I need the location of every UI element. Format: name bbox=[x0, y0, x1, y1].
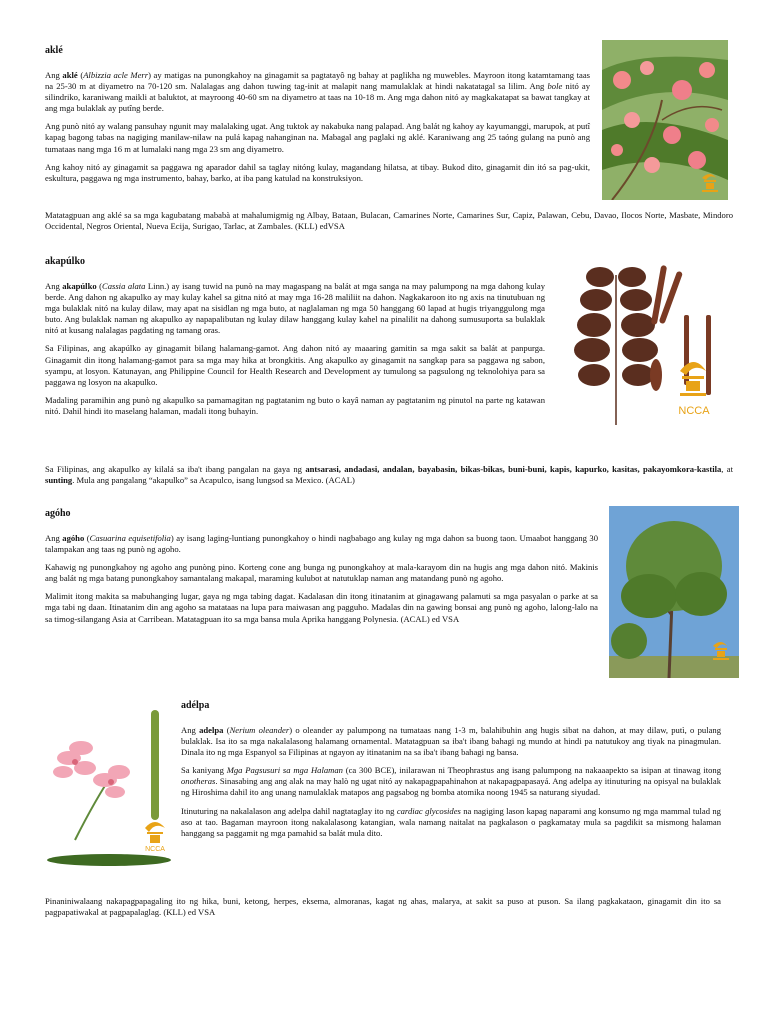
entry-paragraph: Sa kaniyang Mga Pagsusuri sa mga Halaman (ca 300 BCE), inilarawan ni Theophrastus ang isang palumpong na nakaaapekto sa isipan at tinawag itong onotheras. Sinasabing ang ang alak na may halò ng ugat nitó ay nakapagpapahinahon at nakapagpapasayá. Ang adelpa ay itinuturing na opisyal na bulaklak ng Hiroshima dahil ito ang unang namulaklak matapos ang pagsabog ng bomba atomika noong 1945 sa naturang siyudad. bbox=[181, 765, 721, 798]
entry-paragraph: Sa Filipinas, ang akapúlko ay ginagamit bilang halamang-gamot. Ang dahon nitó ay maaaring gamitin sa mga sakit sa balát at panpurga. Ginagamit din itong halamang-gamot para sa mga may hika at brongkitis. Ang akapulko ay ginagamit na sangkap para sa paggawa ng sabon, syampu, at losyon. Katunayan, ang Philippine Council for Health Research and Development ay tumulong sa pagsulong ng teknolohiya para sa paggawa ng losyon na akapulko. bbox=[45, 343, 545, 387]
entry-agoho bbox=[45, 508, 598, 632]
ncca-logo-label: NCCA bbox=[678, 405, 710, 417]
entry-paragraph: Malimit itong makita sa mabuhanging lugar, gaya ng mga tabing dagat. Kadalasan din itong itinatanim at ginagawang palamuti sa mga pasyalan o parke at sa mga tabi ng daan. Itinatanim din ang agoho sa matataas na lupa para maiwasan ang pagguho. Madalas din na gawing bonsai ang punò ng agoho, lalong-lalo na sa timog-silangang Asia at Carribean. Matatagpuan ito sa mga bansa mula Aprika hanggang Polynesia. (ACAL) ed VSA bbox=[45, 591, 598, 624]
entry-paragraph: Ang agóho (Casuarina equisetifolia) ay isang laging-luntiang punongkahoy o hindi nagbabago ang kulay ng mga dahon sa buong taon. Umaabot hanggang 30 talampakan ang taas ng punò ng agoho. bbox=[45, 533, 598, 555]
entry-paragraph: Ang kahoy nitó ay ginagamit sa paggawa ng aparador dahil sa taglay nitóng kulay, magandang hilatsa, at tibay. Bukod dito, ginagamit din itó sa pag-ukit, eskultura, paggawa ng mga instrumento, bahay, barko, at iba pang katulad na konstruksiyon. bbox=[45, 161, 590, 183]
adelpa-photo bbox=[45, 710, 173, 875]
entry-title: aklé bbox=[45, 45, 63, 56]
entry-akle-locations bbox=[45, 210, 733, 239]
entry-paragraph: Ang aklé (Albizzia acle Merr) ay matigas na punongkahoy na ginagamit sa pagtatayô ng bahay at paglikha ng muwebles. Mayroon itong katamtamang taas na 25-30 m at diyametro na 70-120 sm. Nalalagas ang dahon tuwing tag-init at malapit nang mamulaklak at hindi nakatatagal sa lilim. Ang bole nitó ay silindriko, karaniwang maikli at baluktot, at mayroong 40-60 sm na diyametro at taas na 10-18 m. Ang mga dahon nitó ay magkakatapat sa bawat tangkay at ang mga bulaklak ay putîng berde. bbox=[45, 70, 591, 114]
ncca-logo-label: NCCA bbox=[145, 846, 165, 853]
entry-akle bbox=[45, 45, 590, 191]
entry-paragraph: Ang punò nitó ay walang pansuhay ngunit may malalaking ugat. Ang tuktok ay nakabuka nang palapad. Ang balát ng kahoy ay kayumanggi, marupok, at putî kapag bagong tabas na nagiging manilaw-nilaw na pulá kapag nahanginan na. Mabagal ang paglaki ng aklé. Karaniwang ang 25 taóng gulang na punò ang tumataas nang mga 16 m at lumalaki nang mga 23 sm ang diyametro. bbox=[45, 121, 590, 154]
entry-title: akapúlko bbox=[45, 256, 86, 267]
entry-akapulko-names bbox=[45, 464, 733, 493]
entry-paragraph: Ang adelpa (Nerium oleander) o oleander ay palumpong na tumataas nang 1-3 m, balahibuhin ang hugis sibat na dahon, at may dilaw, putì, o pulang bulaklak. Isa ito sa mga nakalalasong halamang ornamental. Matatagpuan sa iba't ibang bahagi ng mundo at hindi pa natutukoy ang tiyak na pinagmulan. Dinala ito ng mga Espanyol sa Filipinas at ngayon ay itinatanim na sa iba't ibang bahagi ng bansa. bbox=[181, 725, 721, 758]
entry-title: agóho bbox=[45, 508, 71, 519]
entry-akapulko bbox=[45, 256, 545, 424]
akle-photo bbox=[602, 40, 728, 200]
entry-paragraph: Madaling paramihin ang punò ng akapulko sa pamamagitan ng pagtatanim ng buto o kayâ naman ay pagtatanim ng pinutol na parte ng katawan nitó. Dahil hindi ito maselang halaman, madali itong buhayin. bbox=[45, 394, 545, 416]
entry-paragraph: Kahawig ng punongkahoy ng agoho ang punòng pino. Korteng cone ang bunga ng punongkahoy at mala-karayom din na hugis ang mga dahon nitó. Makinis ang balát ng mga batang punongkahoy samantalang makapal, maraming kulubot at natutuklap naman ang matandang punò ng agoho. bbox=[45, 562, 598, 584]
entry-paragraph: Ang akapúlko (Cassia alata Linn.) ay isang tuwid na punò na may magaspang na balát at mga sanga na may palumpong na mga dahong kulay berde. Ang dahon ng akapulko ay may kulay kahel sa gitna nitó at may mga 16-28 maliliit na dahon. Nagkakaroon ito ng axis na tinutubuan ng mga bulaklak nitó na kulay dilaw, may apat na sisidlan ng mga buto, at naglalaman ng mga 50 hanggang 60 lapad at hugis triyanggulong mga buto. Ang bulaklak naman ng akapulko ay napapalibutan ng kulay dilaw hanggang kulay kahel na pinalilit na dahong sumusuporta sa bulaklak nitó at kusang nalalagas pagdating ng tamang oras. bbox=[45, 281, 545, 336]
entry-paragraph: Itinuturing na nakalalason ang adelpa dahil nagtataglay ito ng cardiac glycosides na nagiging lason kapag naparami ang konsumo ng mga mammal tulad ng aso at tao. Bagaman mayroon itong nakalalasong katangian, wala namang naitalat na pagkalason o pagkamatay mula sa pagdikit sa mismong halaman hanggang sa paggamit ng mga pamahid sa balát mula dito. bbox=[181, 805, 721, 838]
agoho-photo bbox=[609, 506, 739, 678]
entry-adelpa bbox=[181, 700, 721, 846]
entry-title: adélpa bbox=[181, 700, 210, 711]
akapulko-photo bbox=[556, 255, 728, 430]
entry-adelpa-uses bbox=[45, 896, 721, 925]
entry-paragraph: Sa Filipinas, ang akapulko ay kilalá sa iba't ibang pangalan na gaya ng antsarasi, andadasi, andalan, bayabasin, bikas-bikas, buni-buni, kapis, kapurko, kasitas, pakayomkora-kastila, at sunting. Mula ang pangalang “akapulko” sa Acapulco, isang lungsod sa Mexico. (ACAL) bbox=[45, 464, 733, 486]
entry-paragraph: Matatagpuan ang aklé sa sa mga kagubatang mababà at mahalumigmig ng Albay, Bataan, Bulacan, Camarines Norte, Camarines Sur, Capiz, Palawan, Cebu, Davao, Ilocos Norte, Masbate, Mindoro Occidental, Negros Oriental, Nueva Ecija, Surigao, Tarlac, at Zambales. (KLL) edVSA bbox=[45, 210, 733, 232]
entry-paragraph: Pinaniniwalaang nakapagpapagaling ito ng hika, buni, ketong, herpes, eksema, almoranas, kagat ng ahas, malarya, at sakit sa puso at puson. Sa ilang pagkakataon, ginagamit din ito sa pagpapatiwakal at pagpapalaglag. (KLL) ed VSA bbox=[45, 896, 721, 918]
